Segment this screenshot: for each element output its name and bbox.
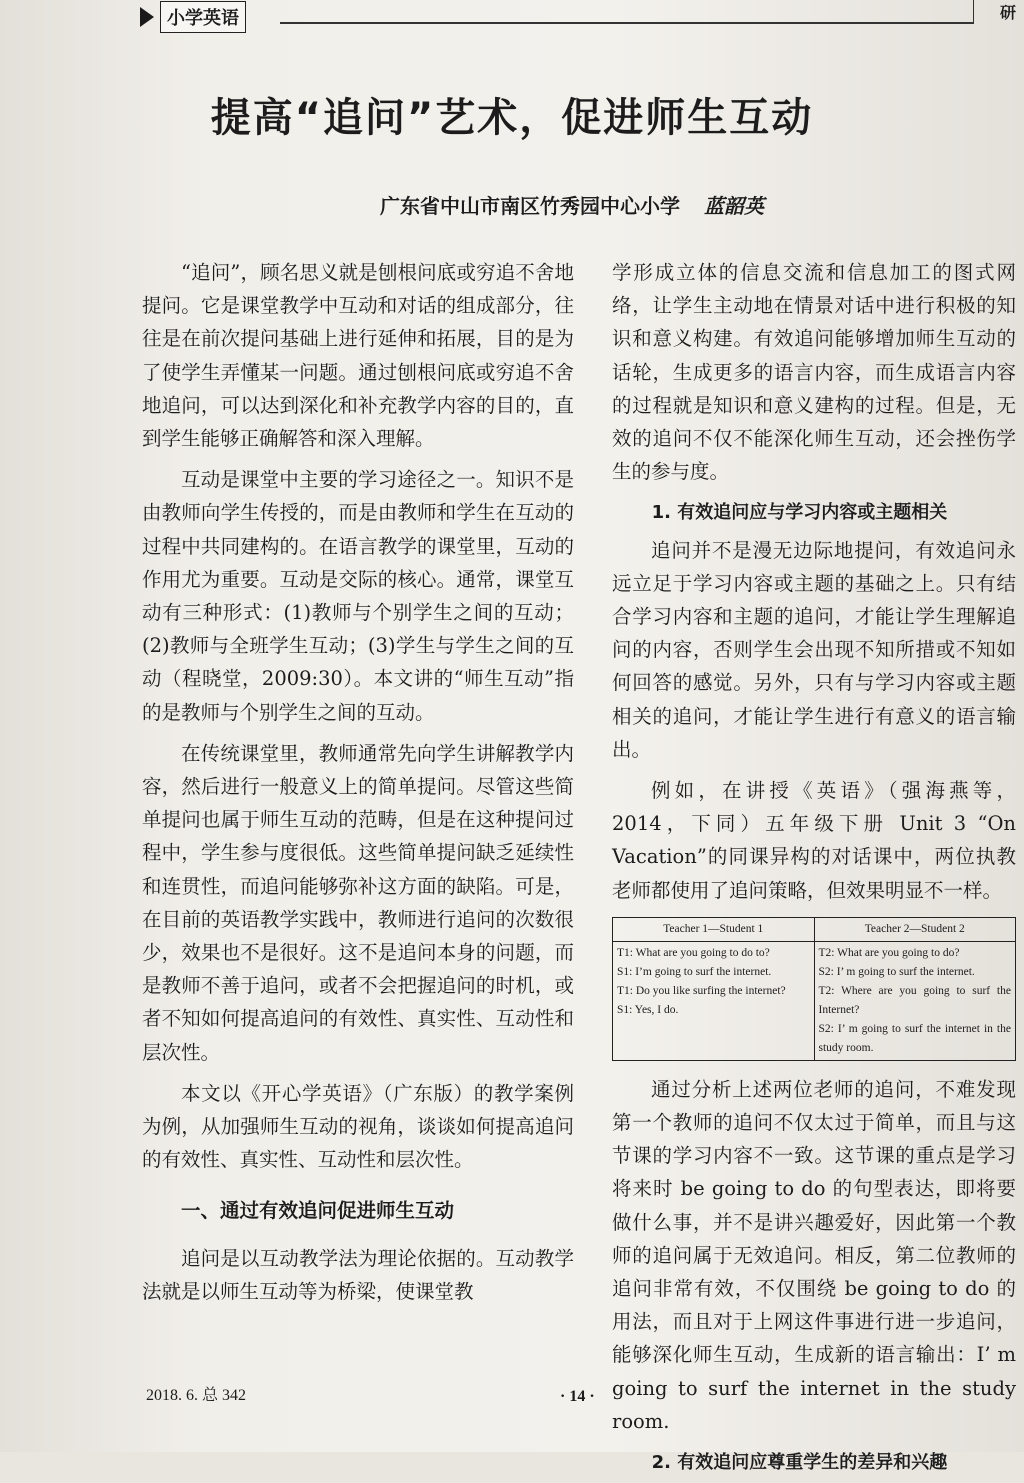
author: 蓝韶英: [704, 194, 764, 218]
table-header-teacher2: Teacher 2—Student 2: [814, 917, 1016, 941]
dialog-line: S1: I’m going to surf the internet.: [617, 965, 772, 978]
dialog-line: S2: I’ m going to surf the internet in the study room.: [818, 1022, 1011, 1054]
subsection-heading: 1. 有效追问应与学习内容或主题相关: [651, 502, 948, 524]
section-tab-label: 小学英语: [160, 1, 246, 33]
dialog-line: S1: Yes, I do.: [617, 1003, 679, 1016]
section-tab: [140, 0, 246, 34]
dialog-line: T1: Do you like surfing the internet?: [617, 984, 786, 997]
issue-info: 2018. 6. 总 342: [146, 1387, 247, 1404]
tab-arrow-icon: [140, 7, 154, 27]
paragraph: 本文以《开心学英语》（广东版）的教学案例为例，从加强师生互动的视角，谈谈如何提高追问的有效性、真实性、互动性和层次性。: [142, 1081, 574, 1172]
table-header-teacher1: Teacher 1—Student 1: [613, 917, 815, 941]
subsection-heading: 2. 有效追问应尊重学生的差异和兴趣: [651, 1452, 948, 1474]
paragraph: 例如，在讲授《英语》（强海燕等，2014，下同）五年级下册 Unit 3 “On Vacation”的同课异构的对话课中，两位执教老师都使用了追问策略，但效果明显不一样。: [612, 779, 1016, 902]
teacher2-dialog-cell: [814, 941, 1016, 1060]
dialog-line: T1: What are you going to do to?: [617, 946, 770, 959]
paragraph: “追问”，顾名思义就是刨根问底或穷追不舍地提问。它是课堂教学中互动和对话的组成部分，往往是在前次提问基础上进行延伸和拓展，目的是为了使学生弄懂某一问题。通过刨根问底或穷追不舍地追问，可以达到深化和补充教学内容的目的，直到学生能够正确解答和深入理解。: [142, 261, 574, 451]
teacher1-dialog-cell: [613, 941, 815, 1060]
affiliation: 广东省中山市南区竹秀园中心小学: [380, 194, 680, 218]
paragraph: 互动是课堂中主要的学习途径之一。知识不是由教师向学生传授的，而是由教师和学生在互动的过程中共同建构的。在语言教学的课堂里，互动的作用尤为重要。互动是交际的核心。通常，课堂互动有三种形式：(1)教师与个别学生之间的互动；(2)教师与全班学生互动；(3)学生与学生之间的互动（程晓堂，2009:30）。本文讲的“师生互动”指的是教师与个别学生之间的互动。: [142, 468, 574, 724]
header-rule: [280, 22, 974, 24]
page-number: · 14 ·: [560, 1388, 595, 1405]
dialog-line: T2: Where are you going to surf the Internet?: [818, 984, 1011, 1016]
section-heading: 一、通过有效追问促进师生互动: [181, 1199, 455, 1223]
paragraph: 学形成立体的信息交流和信息加工的图式网络，让学生主动地在情景对话中进行积极的知识和意义构建。有效追问能够增加师生互动的话轮，生成更多的语言内容，而生成语言内容的过程就是知识和意义建构的过程。但是，无效的追问不仅不能深化师生互动，还会挫伤学生的参与度。: [612, 261, 1016, 484]
header-rule-end: [973, 0, 975, 22]
paragraph: 在传统课堂里，教师通常先向学生讲解教学内容，然后进行一般意义上的简单提问。尽管这些简单提问也属于师生互动的范畴，但是在这种提问过程中，学生参与度很低。这些简单提问缺乏延续性和连贯性，而追问能够弥补这方面的缺陷。可是，在目前的英语教学实践中，教师进行追问的次数很少，效果也不是很好。这不是追问本身的问题，而是教师不善于追问，或者不会把握追问的时机，或者不知如何提高追问的有效性、真实性、互动性和层次性。: [142, 741, 574, 1064]
right-column: [612, 256, 1016, 1483]
byline: [380, 190, 764, 219]
paragraph: 追问是以互动教学法为理论依据的。互动教学法就是以师生互动等为桥梁，使课堂教: [142, 1246, 574, 1303]
article-title: 提高“追问”艺术，促进师生互动: [210, 95, 814, 141]
dialog-comparison-table: [612, 917, 1016, 1061]
corner-text: 研: [999, 3, 1016, 22]
paragraph: 追问并不是漫无边际地提问，有效追问永远立足于学习内容或主题的基础之上。只有结合学习内容和主题的追问，才能让学生理解追问的内容，否则学生会出现不知所措或不知如何回答的感觉。另外，只有与学习内容或主题相关的追问，才能让学生进行有意义的语言输出。: [612, 538, 1016, 761]
dialog-line: T2: What are you going to do?: [818, 946, 960, 959]
paragraph: 通过分析上述两位老师的追问，不难发现第一个教师的追问不仅太过于简单，而且与这节课的学习内容不一致。这节课的重点是学习将来时 be going to do 的句型表达，即将要做什么事，并不是讲兴趣爱好，因此第一个教师的追问属于无效追问。相反，第二位教师的追问非常有效，不仅围绕 be going to do 的用法，而且对于上网这件事进行进一步追问，能够深化师生互动，生成新的语言输出：I’ m going to surf the internet in the study room.: [612, 1077, 1016, 1433]
left-column: [142, 256, 574, 1316]
dialog-line: S2: I’ m going to surf the internet.: [818, 965, 975, 978]
